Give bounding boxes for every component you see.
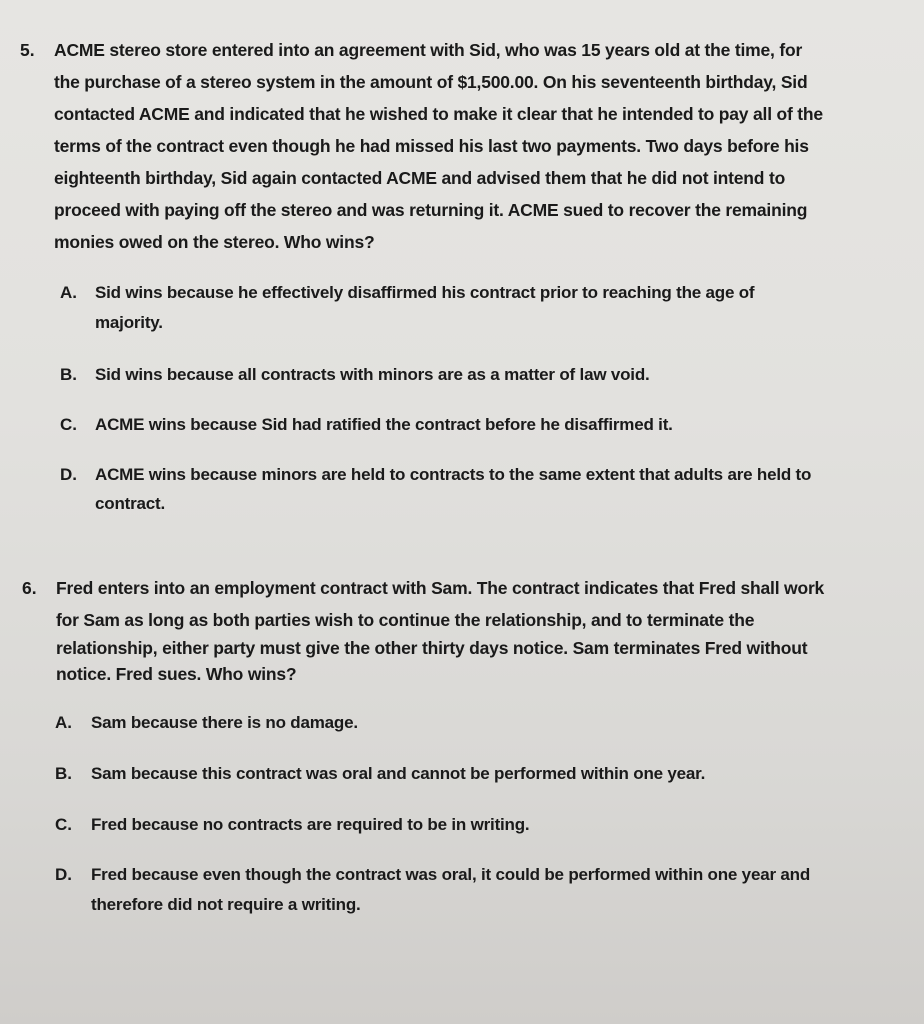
question-stem-line: notice. Fred sues. Who wins? — [56, 664, 297, 684]
option-letter: D. — [60, 465, 77, 484]
option-text: Sam because there is no damage. — [91, 713, 358, 732]
option-letter: B. — [55, 764, 72, 783]
question-stem-line: eighteenth birthday, Sid again contacted ACME and advised them that he did not intend to — [54, 168, 786, 188]
option-letter: A. — [55, 713, 72, 732]
question-stem-line: relationship, either party must give the other thirty days notice. Sam terminates Fred without — [56, 638, 808, 658]
question-stem-line: ACME stereo store entered into an agreement with Sid, who was 15 years old at the time, for — [54, 40, 803, 60]
question-stem-line: terms of the contract even though he had missed his last two payments. Two days before his — [54, 136, 809, 156]
option-letter: D. — [55, 865, 72, 884]
option-text: majority. — [95, 313, 163, 332]
option-text: Sid wins because he effectively disaffirmed his contract prior to reaching the age of — [95, 283, 755, 302]
question-stem-line: contacted ACME and indicated that he wished to make it clear that he intended to pay all of the — [54, 104, 823, 124]
question-number: 6. — [22, 578, 37, 598]
option-text: ACME wins because Sid had ratified the contract before he disaffirmed it. — [95, 415, 673, 434]
option-text: Sam because this contract was oral and cannot be performed within one year. — [91, 764, 706, 783]
option-text: Fred because even though the contract was oral, it could be performed within one year and — [91, 865, 811, 884]
option-text: contract. — [95, 494, 165, 513]
option-letter: C. — [60, 415, 77, 434]
option-letter: B. — [60, 365, 77, 384]
option-text: ACME wins because minors are held to contracts to the same extent that adults are held to — [95, 465, 812, 484]
question-stem-line: for Sam as long as both parties wish to continue the relationship, and to terminate the — [56, 610, 755, 630]
option-text: Sid wins because all contracts with minors are as a matter of law void. — [95, 365, 650, 384]
question-stem-line: the purchase of a stereo system in the amount of $1,500.00. On his seventeenth birthday, Sid — [54, 72, 808, 92]
question-stem-line: Fred enters into an employment contract with Sam. The contract indicates that Fred shall work — [56, 578, 825, 598]
option-letter: C. — [55, 815, 72, 834]
question-stem-line: monies owed on the stereo. Who wins? — [54, 232, 375, 252]
question-number: 5. — [20, 40, 35, 60]
question-stem-line: proceed with paying off the stereo and was returning it. ACME sued to recover the remaining — [54, 200, 808, 220]
option-text: Fred because no contracts are required to be in writing. — [91, 815, 530, 834]
option-letter: A. — [60, 283, 77, 302]
option-text: therefore did not require a writing. — [91, 895, 361, 914]
